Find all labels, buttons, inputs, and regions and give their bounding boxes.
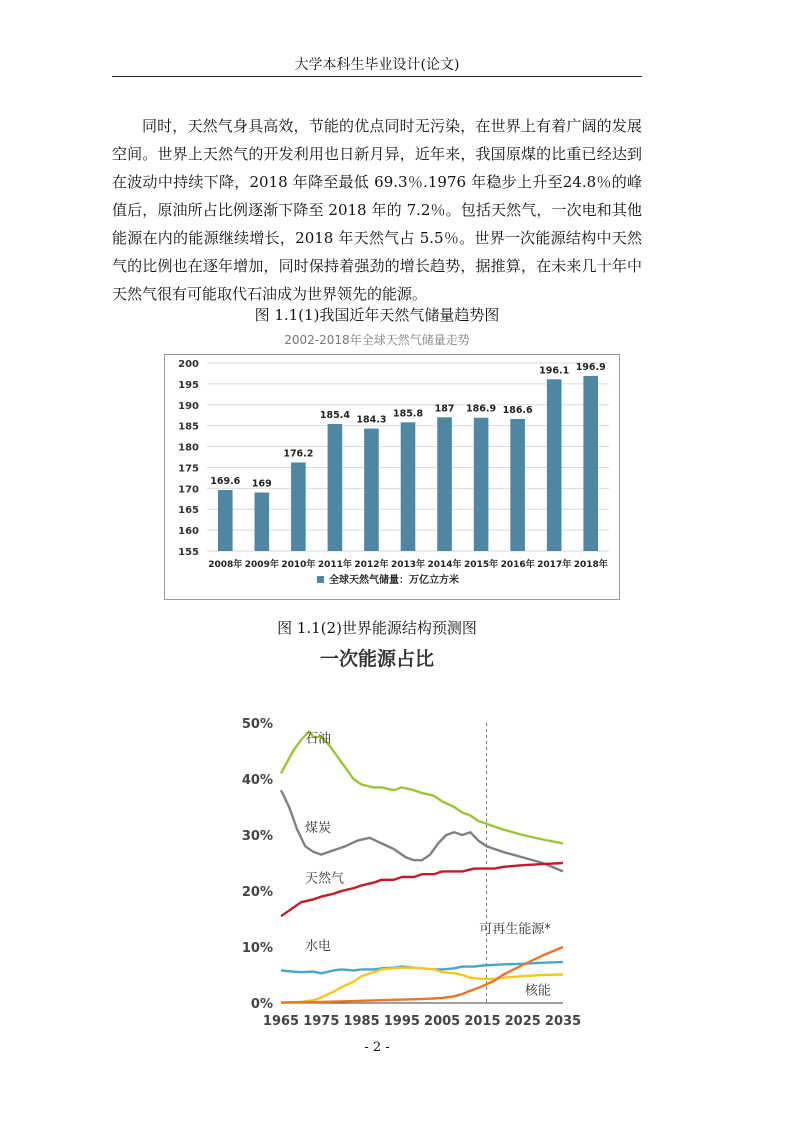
bar-data-label: 185.4: [319, 409, 350, 421]
bar: [401, 422, 416, 551]
x-tick-label: 1975: [303, 1014, 340, 1029]
legend-label: 全球天然气储量：万亿立方米: [329, 575, 459, 586]
x-tick-label: 2017年: [537, 560, 572, 570]
chart1-title: 2002-2018年全球天然气储量走势: [284, 333, 470, 347]
bar-chart-frame: [164, 354, 620, 600]
x-tick-label: 2008年: [208, 560, 243, 570]
series-label-nuclear: 核能: [524, 983, 551, 999]
y-tick-label: 0%: [250, 997, 273, 1012]
series-label-hydro: 水电: [305, 938, 332, 954]
x-tick-label: 2035: [544, 1014, 582, 1029]
figure2-caption: 图 1.1(2)世界能源结构预测图: [277, 619, 477, 637]
bar-data-label: 186.9: [466, 403, 497, 415]
page-header: 大学本科生毕业设计(论文): [294, 57, 460, 73]
y-tick-label: 50%: [241, 717, 273, 732]
series-label-renewables: 可再生能源*: [479, 922, 551, 937]
bar-data-label: 196.1: [539, 365, 570, 377]
y-tick-label: 180: [178, 442, 199, 454]
bar: [255, 493, 270, 551]
legend-swatch: [317, 576, 324, 583]
y-tick-label: 200: [178, 359, 199, 370]
x-tick-label: 1965: [262, 1014, 300, 1029]
series-label-natural-gas: 天然气: [305, 871, 345, 887]
x-tick-label: 1985: [343, 1014, 380, 1029]
bar: [474, 418, 489, 551]
x-tick-label: 2011年: [317, 560, 352, 570]
bar-data-label: 184.3: [356, 414, 387, 426]
x-tick-label: 2010年: [281, 560, 316, 570]
bar: [547, 379, 562, 551]
x-tick-label: 2018年: [573, 560, 608, 570]
y-tick-label: 30%: [241, 829, 273, 844]
y-tick-label: 175: [178, 463, 199, 475]
bar-data-label: 187: [434, 403, 455, 415]
y-tick-label: 160: [178, 526, 199, 538]
y-tick-label: 170: [178, 484, 199, 496]
y-tick-label: 190: [178, 400, 199, 412]
bar-data-label: 176.2: [283, 448, 314, 460]
x-tick-label: 2015: [464, 1014, 501, 1029]
bar-data-label: 185.8: [392, 408, 424, 420]
body-paragraph: 同时，天然气身具高效，节能的优点同时无污染，在世界上有着广阔的发展空间。世界上天然气的开发利用也日新月异，近年来，我国原煤的比重已经达到在波动中持续下降，2018 年降至最低 69.3％.1976 年稳步上升至24.8％的峰值后，原油所占比例逐渐下降至 2018 年的 7.2％。包括天然气，一次电和其他能源在内的能源继续增长，2018 年天然气占 5.5％。世界一次能源结构中天然气的比例也在逐年增加，同时保持着强劲的增长趋势，据推算，在未来几十年中天然气很有可能取代石油成为世界领先的能源。: [112, 117, 642, 303]
line-chart: [225, 705, 585, 1035]
bar-chart: [165, 355, 619, 599]
bar: [437, 417, 452, 551]
series-label-coal: 煤炭: [305, 821, 332, 837]
chart2-title: 一次能源占比: [319, 648, 434, 670]
bar: [510, 419, 525, 551]
x-tick-label: 2015年: [464, 560, 499, 570]
bar-data-label: 186.6: [502, 404, 533, 416]
bar-data-label: 169: [251, 478, 272, 490]
x-tick-label: 2005: [424, 1014, 461, 1029]
x-tick-label: 2009年: [244, 560, 279, 570]
x-tick-label: 1995: [383, 1014, 420, 1029]
y-tick-label: 40%: [241, 773, 273, 788]
x-tick-label: 2013年: [390, 560, 426, 570]
series-label-oil: 石油: [305, 731, 332, 747]
y-tick-label: 155: [178, 547, 199, 558]
figure1-caption: 图 1.1(1)我国近年天然气储量趋势图: [254, 306, 500, 324]
y-tick-label: 185: [178, 421, 199, 433]
bar: [583, 376, 598, 551]
x-tick-label: 2014年: [427, 560, 462, 570]
bar-data-label: 169.6: [210, 476, 241, 488]
y-tick-label: 165: [178, 505, 199, 517]
y-tick-label: 20%: [241, 885, 273, 900]
y-tick-label: 10%: [241, 941, 273, 956]
series-line-renewables: [281, 947, 563, 1002]
x-tick-label: 2016年: [500, 560, 535, 570]
y-tick-label: 195: [178, 379, 199, 391]
header-rule: [112, 76, 642, 77]
x-tick-label: 2012年: [354, 560, 389, 570]
bar: [218, 490, 233, 551]
bar: [291, 462, 306, 551]
page-number: - 2 -: [364, 1040, 390, 1055]
bar: [364, 429, 379, 551]
x-tick-label: 2025: [504, 1014, 541, 1029]
bar: [328, 424, 343, 551]
bar-data-label: 196.9: [575, 361, 606, 373]
